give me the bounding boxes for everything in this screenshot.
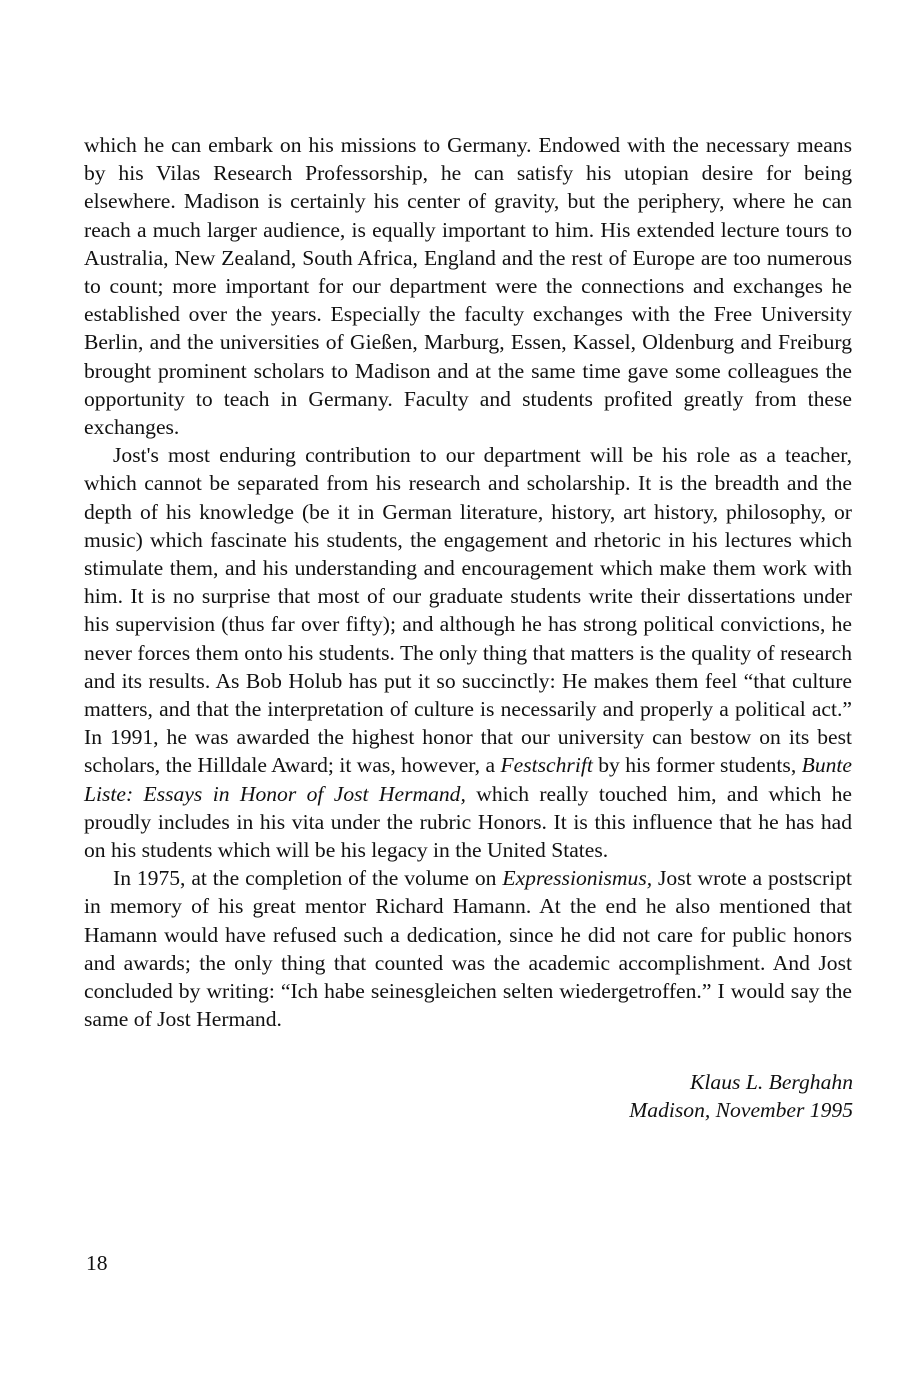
paragraph-1	[84, 131, 852, 441]
text-run: In 1975, at the completion of the volume on	[113, 866, 503, 891]
page-number: 18	[86, 1251, 108, 1275]
text-run: which he can embark on his missions to Germany. Endowed with the necessary means by his Vilas Research Professorship, he can satisfy his utopian desire for being elsewhere. Madison is certainly his center of gravity, but the periphery, where he can reach a much larger audience, is equally important to him. His extended lecture tours to Australia, New Zealand, South Africa, England and the rest of Europe are too numerous to count; more important for our department were the connections and exchanges he established over the years. Especially the faculty exchanges with the Free University Berlin, and the universities of Gießen, Marburg, Essen, Kassel, Oldenburg and Freiburg brought prominent scholars to Madison and at the same time gave some colleagues the opportunity to teach in Germany. Faculty and students profited greatly from these exchanges.	[84, 133, 852, 440]
signature-place-date: Madison, November 1995	[629, 1098, 853, 1122]
paragraph-2	[84, 441, 852, 864]
signature-block	[629, 1068, 853, 1124]
body-text	[84, 131, 852, 1034]
text-run: Jost's most enduring contribution to our department will be his role as a teacher, which cannot be separated from his research and scholarship. It is the breadth and the depth of his knowledge (be it in German literature, history, art history, philosophy, or music) which fascinate his students, the engagement and rhetoric in his lectures which stimulate them, and his understanding and encouragement which make them work with him. It is no surprise that most of our graduate students write their dissertations under his supervision (thus far over fifty); and although he has strong political convictions, he never forces them onto his students. The only thing that matters is the quality of research and its results. As Bob Holub has put it so succinctly: He makes them feel “that culture matters, and that the interpretation of culture is necessarily and properly a political act.” In 1991, he was awarded the highest honor that our university can bestow on its best scholars, the Hilldale Award; it was, however, a	[84, 443, 852, 778]
italic-text: Festschrift	[500, 753, 593, 778]
signature-author: Klaus L. Berghahn	[690, 1070, 853, 1094]
text-run: which really touched him, and which he proudly includes in his vita under the rubric Honors. It is this influence that he has had on his students which will be his legacy in the United States.	[84, 781, 852, 863]
text-run: by his former students,	[592, 753, 802, 778]
paragraph-3	[84, 864, 852, 1033]
italic-text: Bunte Liste: Essays in Honor of Jost Hermand,	[84, 753, 853, 806]
text-run: Jost wrote a postscript in memory of his great mentor Richard Hamann. At the end he also mentioned that Hamann would have refused such a dedication, since he did not care for public honors and awards; the only thing that counted was the academic accomplishment. And Jost concluded by writing: “Ich habe seinesgleichen selten wiedergetroffen.” I would say the same of Jost Hermand.	[84, 866, 852, 1032]
italic-text: Expressionismus,	[502, 866, 653, 891]
